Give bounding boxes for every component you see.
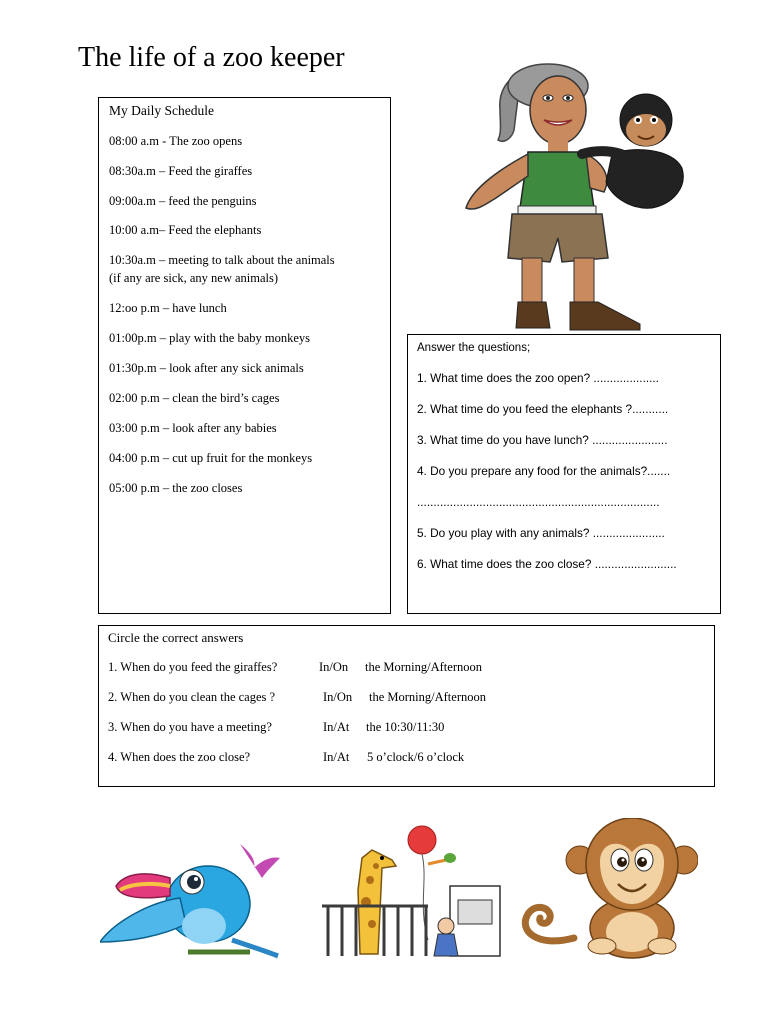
circle-answers-box [98,625,715,787]
toucan-illustration [100,842,284,960]
page-title: The life of a zoo keeper [78,42,345,73]
circle-row [108,689,714,719]
question-item: 2. What time do you feed the elephants ?........... [417,402,669,416]
question-item: 3. What time do you have lunch? ....................... [417,433,668,447]
schedule-item: 05:00 p.m – the zoo closes [109,481,243,495]
circle-question: 2. When do you clean the cages ? [108,690,276,704]
circle-answer: 5 o’clock/6 o’clock [367,750,465,764]
schedule-heading: My Daily Schedule [109,103,214,118]
circle-preposition: In/At [323,750,350,764]
schedule-item: 01:30p.m – look after any sick animals [109,361,304,375]
schedule-item: 09:00a.m – feed the penguins [109,194,257,208]
question-item: 5. Do you play with any animals? ...................... [417,526,665,540]
circle-question: 3. When do you have a meeting? [108,720,272,734]
circle-answer: the Morning/Afternoon [365,660,482,674]
question-item: 1. What time does the zoo open? .................... [417,371,659,385]
circle-row [108,719,714,749]
questions-box [407,334,721,614]
schedule-item: 08:00 a.m - The zoo opens [109,134,243,148]
circle-question: 1. When do you feed the giraffes? [108,660,278,674]
giraffe-balloon-illustration [318,820,504,958]
question-item: 6. What time does the zoo close? ......................... [417,557,677,571]
monkey-illustration [516,818,698,960]
schedule-item: (if any are sick, any new animals) [109,271,279,285]
schedule-item: 10:00 a.m– Feed the elephants [109,223,262,237]
schedule-item: 02:00 p.m – clean the bird’s cages [109,391,280,405]
circle-preposition: In/On [319,660,349,674]
answer-line: .......................................................................... [417,495,660,509]
zookeeper-illustration [462,58,694,334]
schedule-item: 03:00 p.m – look after any babies [109,421,277,435]
questions-heading: Answer the questions; [417,342,531,354]
circle-question: 4. When does the zoo close? [108,750,251,764]
circle-row [108,659,714,689]
schedule-item: 12:oo p.m – have lunch [109,301,227,315]
circle-preposition: In/On [323,690,353,704]
circle-preposition: In/At [323,720,350,734]
schedule-item: 01:00p.m – play with the baby monkeys [109,331,311,345]
schedule-item: 08:30a.m – Feed the giraffes [109,164,253,178]
daily-schedule-box [98,97,391,614]
circle-answer: the 10:30/11:30 [366,720,445,734]
circle-answer: the Morning/Afternoon [369,690,486,704]
schedule-item: 04:00 p.m – cut up fruit for the monkeys [109,451,313,465]
circle-heading: Circle the correct answers [108,630,244,645]
schedule-item: 10:30a.m – meeting to talk about the animals [109,253,335,267]
question-item: 4. Do you prepare any food for the animals?....... [417,464,671,478]
circle-row [108,749,714,779]
